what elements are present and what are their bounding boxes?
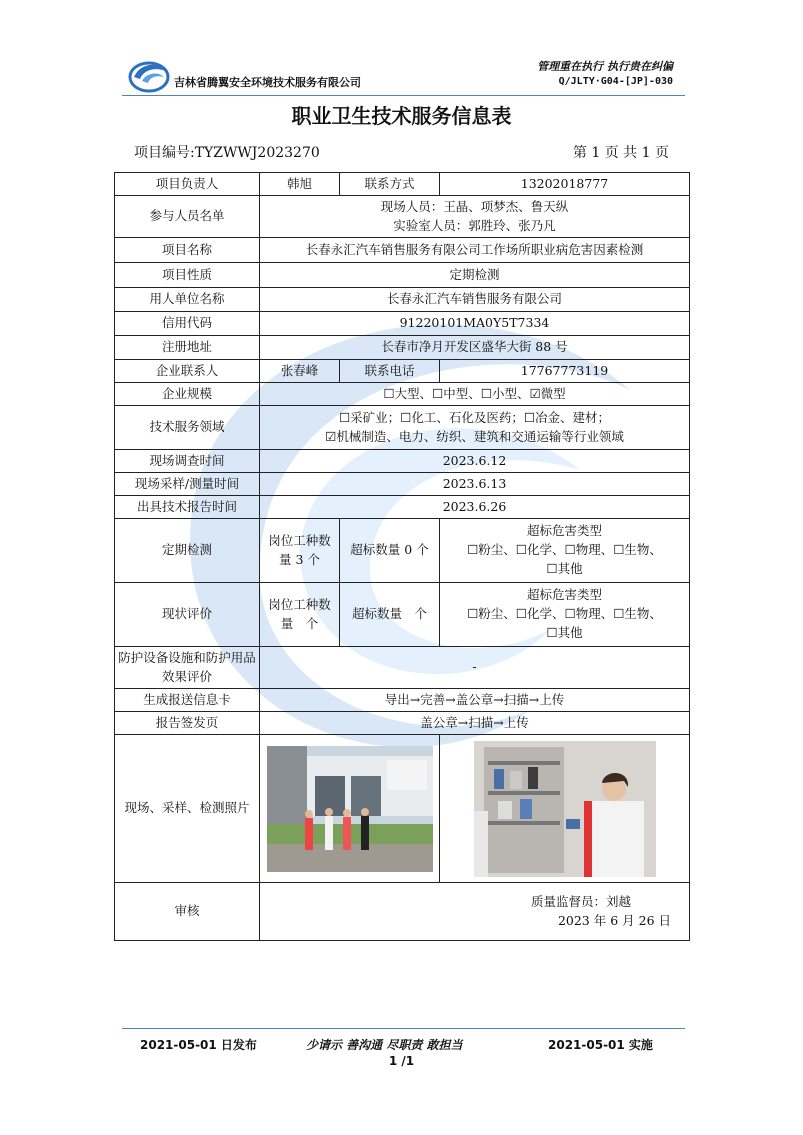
document-code: Q/JLTY·G04-[JP]-030	[558, 76, 673, 87]
periodic-hazard-line-1: ☐粉尘、☐化学、☐物理、☐生物、	[467, 542, 662, 558]
domain-line-2: ☑机械制造、电力、纺织、建筑和交通运输等行业领域	[325, 428, 624, 444]
status-hazard-line-2: ☐其他	[546, 624, 583, 640]
address-value: 长春市净月开发区盛华大街 88 号	[260, 336, 690, 360]
survey-time-value: 2023.6.12	[260, 450, 690, 473]
photo-cell-2	[440, 735, 690, 883]
contact-value: 13202018777	[440, 173, 690, 196]
employer-label: 用人单位名称	[115, 288, 260, 312]
card-value: 导出→完善→盖公章→扫描→上传	[260, 689, 690, 712]
project-name-label: 项目名称	[115, 238, 260, 263]
photo-cell-1	[260, 735, 440, 883]
card-label: 生成报送信息卡	[115, 689, 260, 712]
company-name: 吉林省腾翼安全环境技术服务有限公司	[174, 76, 361, 89]
project-nature-label: 项目性质	[115, 263, 260, 288]
header-divider	[122, 95, 685, 96]
periodic-label: 定期检测	[115, 519, 260, 583]
sign-label: 报告签发页	[115, 712, 260, 735]
footer-divider	[122, 1028, 685, 1029]
domain-line-1: ☐采矿业；☐化工、石化及医药；☐冶金、建材；	[338, 409, 611, 425]
issue-date: 2021-05-01 日发布	[140, 1038, 257, 1052]
project-number: 项目编号:TYZWWJ2023270	[134, 145, 320, 161]
leader-value: 韩旭	[260, 173, 340, 196]
report-time-label: 出具技术报告时间	[115, 496, 260, 519]
domain-value	[260, 406, 690, 450]
periodic-posts: 岗位工种数量 3 个	[260, 519, 340, 583]
company-logo-icon	[128, 55, 170, 93]
header-slogan: 管理重在执行 执行贵在纠偏	[537, 60, 673, 73]
status-exceed: 超标数量 个	[340, 583, 440, 647]
protect-value: -	[260, 647, 690, 689]
leader-label: 项目负责人	[115, 173, 260, 196]
address-label: 注册地址	[115, 336, 260, 360]
document-title: 职业卫生技术服务信息表	[291, 104, 512, 128]
quality-supervisor: 质量监督员：刘越	[530, 893, 631, 909]
photos-label: 现场、采样、检测照片	[115, 735, 260, 883]
status-hazard-line-1: ☐粉尘、☐化学、☐物理、☐生物、	[467, 606, 662, 622]
enterprise-phone-value: 17767773119	[440, 360, 690, 383]
sampling-time-label: 现场采样/测量时间	[115, 473, 260, 496]
periodic-hazard-line-2: ☐其他	[546, 560, 583, 576]
enterprise-contact-label: 企业联系人	[115, 360, 260, 383]
info-table	[114, 172, 690, 941]
report-time-value: 2023.6.26	[260, 496, 690, 519]
effective-date: 2021-05-01 实施	[548, 1038, 653, 1052]
credit-code-value: 91220101MA0Y5T7334	[260, 312, 690, 336]
scale-value: ☐大型、☐中型、☐小型、☑微型	[260, 383, 690, 406]
survey-time-label: 现场调查时间	[115, 450, 260, 473]
status-hazard-types	[440, 583, 690, 647]
participants-line-2: 实验室人员：郭胜玲、张乃凡	[393, 217, 556, 233]
periodic-exceed: 超标数量 0 个	[340, 519, 440, 583]
employer-value: 长春永汇汽车销售服务有限公司	[260, 288, 690, 312]
sampling-time-value: 2023.6.13	[260, 473, 690, 496]
page-info: 第 1 页 共 1 页	[572, 145, 669, 161]
credit-code-label: 信用代码	[115, 312, 260, 336]
footer-page-number: 1 /1	[388, 1054, 415, 1068]
enterprise-phone-label: 联系电话	[340, 360, 440, 383]
footer-motto: 少请示 善沟通 尽职责 敢担当	[306, 1038, 463, 1052]
participants-label: 参与人员名单	[115, 196, 260, 238]
sign-value: 盖公章→扫描→上传	[260, 712, 690, 735]
audit-date: 2023 年 6 月 26 日	[557, 912, 671, 928]
enterprise-contact-value: 张春峰	[260, 360, 340, 383]
scale-label: 企业规模	[115, 383, 260, 406]
protect-label: 防护设备设施和防护用品效果评价	[115, 647, 260, 689]
audit-value	[260, 883, 690, 941]
audit-label: 审核	[115, 883, 260, 941]
project-nature-value: 定期检测	[260, 263, 690, 288]
site-photo-storefront	[267, 746, 433, 872]
project-name-value: 长春永汇汽车销售服务有限公司工作场所职业病危害因素检测	[260, 238, 690, 263]
domain-label: 技术服务领域	[115, 406, 260, 450]
participants-value	[260, 196, 690, 238]
periodic-hazard-title: 超标危害类型	[526, 523, 602, 539]
periodic-hazard-types	[440, 519, 690, 583]
status-label: 现状评价	[115, 583, 260, 647]
status-posts: 岗位工种数量 个	[260, 583, 340, 647]
sampling-photo	[474, 741, 656, 877]
status-hazard-title: 超标危害类型	[526, 587, 602, 603]
participants-line-1: 现场人员：王晶、项梦杰、鲁天纵	[380, 198, 569, 214]
contact-label: 联系方式	[340, 173, 440, 196]
